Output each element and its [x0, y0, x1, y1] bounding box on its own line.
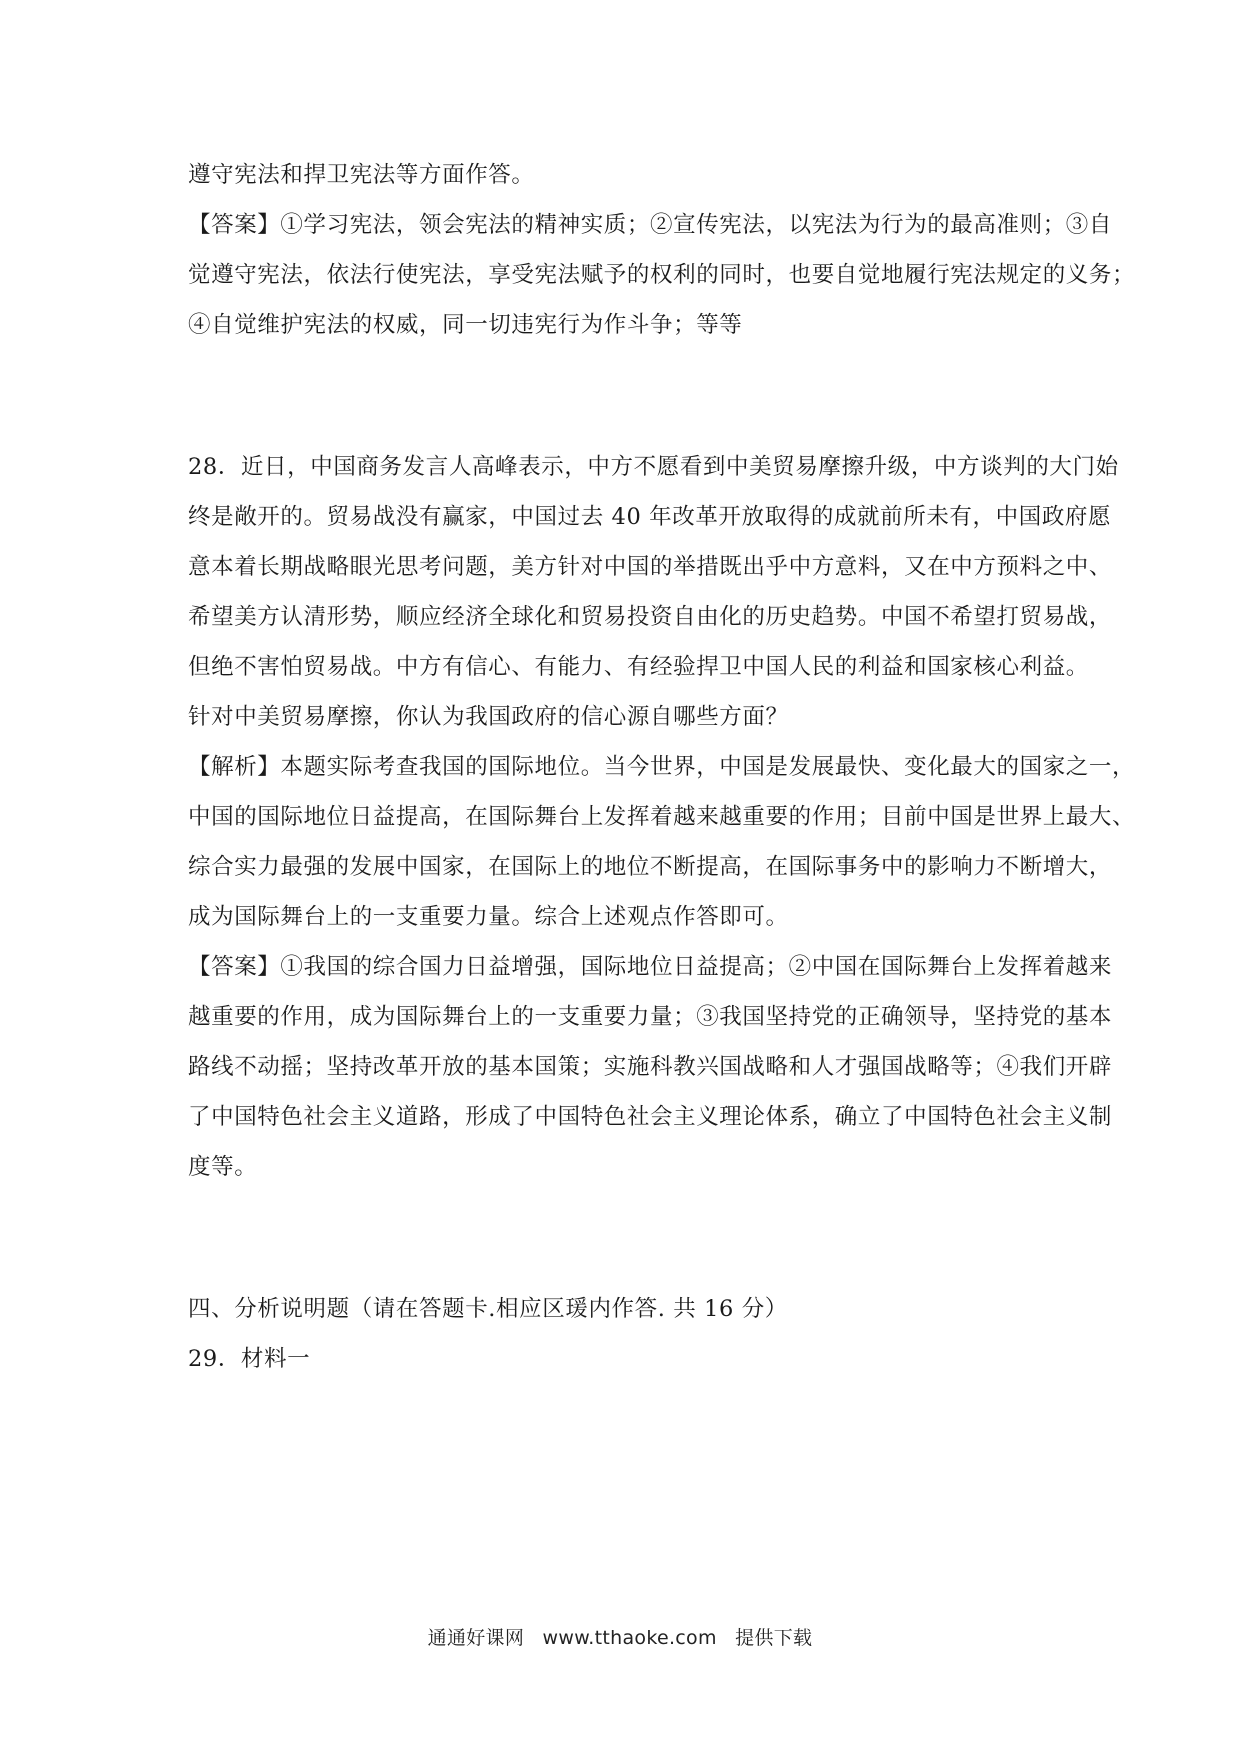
answer-line: 【答案】①学习宪法，领会宪法的精神实质；②宣传宪法，以宪法为行为的最高准则；③自 — [188, 212, 1113, 238]
analysis-line: 【解析】本题实际考查我国的国际地位。当今世界，中国是发展最快、变化最大的国家之一， — [188, 754, 1136, 780]
answer-line: 路线不动摇；坚持改革开放的基本国策；实施科教兴国战略和人才强国战略等；④我们开辟 — [188, 1054, 1113, 1080]
section-heading: 四、分析说明题（请在答题卡.相应区瑗内作答. 共 16 分） — [188, 1296, 788, 1322]
answer-line: ④自觉维护宪法的权威，同一切违宪行为作斗争；等等 — [188, 312, 743, 338]
answer-line: 觉遵守宪法，依法行使宪法，享受宪法赋予的权利的同时，也要自觉地履行宪法规定的义务； — [188, 262, 1136, 288]
question-line: 希望美方认清形势，顺应经济全球化和贸易投资自由化的历史趋势。中国不希望打贸易战， — [188, 604, 1113, 630]
footer-url: www.tthaoke.com — [542, 1627, 717, 1649]
page-content — [188, 150, 1136, 1384]
answer-line: 【答案】①我国的综合国力日益增强，国际地位日益提高；②中国在国际舞台上发挥着越来 — [188, 954, 1113, 980]
question-28 — [188, 442, 1136, 1192]
intro-line: 遵守宪法和捍卫宪法等方面作答。 — [188, 162, 535, 188]
answer-line: 度等。 — [188, 1154, 258, 1180]
spacer — [188, 1192, 1064, 1284]
footer-suffix: 提供下载 — [735, 1627, 813, 1649]
question-line: 终是敞开的。贸易战没有赢家，中国过去 40 年改革开放取得的成就前所未有，中国政府愿 — [188, 504, 1112, 530]
analysis-line: 综合实力最强的发展中国家，在国际上的地位不断提高，在国际事务中的影响力不断增大， — [188, 854, 1113, 880]
question-29-title: 29．材料一 — [188, 1346, 311, 1372]
answer-line: 越重要的作用，成为国际舞台上的一支重要力量；③我国坚持党的正确领导，坚持党的基本 — [188, 1004, 1113, 1030]
spacer — [188, 350, 1064, 442]
analysis-line: 成为国际舞台上的一支重要力量。综合上述观点作答即可。 — [188, 904, 789, 930]
section-4 — [188, 1284, 1064, 1384]
question-line: 28．近日，中国商务发言人高峰表示，中方不愿看到中美贸易摩擦升级，中方谈判的大门始 — [188, 454, 1119, 480]
footer-site-name: 通通好课网 — [427, 1627, 525, 1649]
question-line: 意本着长期战略眼光思考问题，美方针对中国的举措既出乎中方意料，又在中方预料之中、 — [188, 554, 1113, 580]
analysis-line: 中国的国际地位日益提高，在国际舞台上发挥着越来越重要的作用；目前中国是世界上最大、 — [188, 804, 1136, 830]
answer-line: 了中国特色社会主义道路，形成了中国特色社会主义理论体系，确立了中国特色社会主义制 — [188, 1104, 1113, 1130]
page-footer — [0, 1623, 1240, 1650]
question-line: 但绝不害怕贸易战。中方有信心、有能力、有经验捍卫中国人民的利益和国家核心利益。 — [188, 654, 1089, 680]
question-line: 针对中美贸易摩擦，你认为我国政府的信心源自哪些方面？ — [188, 704, 789, 730]
